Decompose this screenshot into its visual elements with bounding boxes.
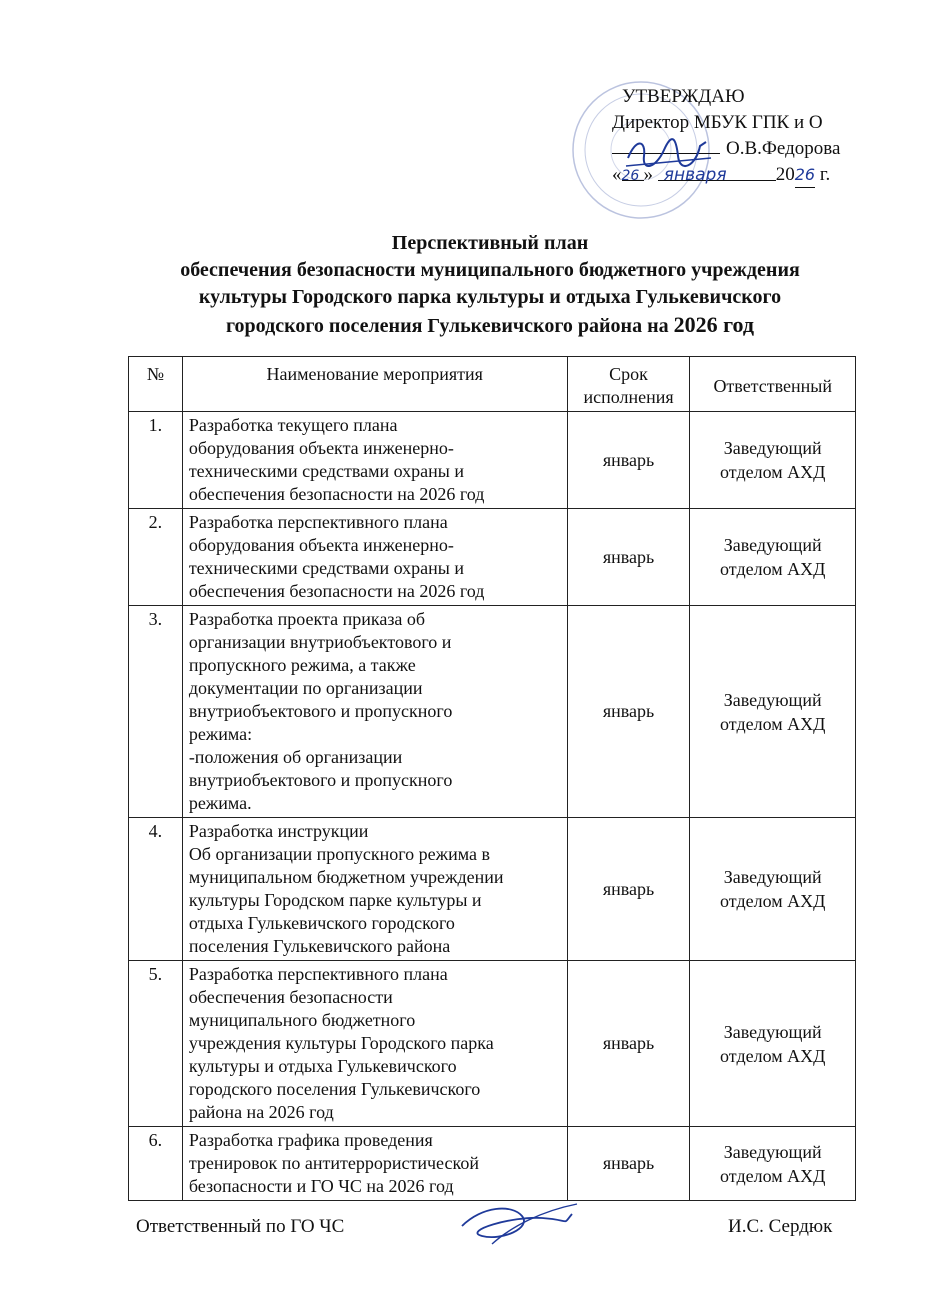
header-number: № — [129, 357, 183, 412]
activity-line: учреждения культуры Городского парка — [188, 1033, 494, 1053]
row-responsible — [690, 509, 856, 606]
header-responsible: Ответственный — [690, 357, 856, 412]
table-row — [129, 606, 856, 818]
row-term: январь — [567, 961, 690, 1127]
row-responsible — [690, 1127, 856, 1201]
footer-role: Ответственный по ГО ЧС — [136, 1216, 345, 1237]
row-activity — [182, 961, 567, 1127]
title-line-2: обеспечения безопасности муниципального бюджетного учреждения — [180, 259, 800, 281]
row-responsible — [690, 818, 856, 961]
row-activity — [182, 1127, 567, 1201]
activity-line: Разработка текущего плана — [188, 415, 398, 435]
activity-line: техническими средствами охраны и — [188, 461, 465, 481]
header-name: Наименование мероприятия — [182, 357, 567, 412]
activity-line: культуры и отдыха Гулькевичского — [188, 1056, 457, 1076]
activity-line: обеспечения безопасности на 2026 год — [188, 484, 485, 504]
title-line-1: Перспективный план — [391, 232, 589, 254]
activity-line: режима. — [188, 793, 252, 813]
row-term: январь — [567, 1127, 690, 1201]
row-term: январь — [567, 509, 690, 606]
responsible-text: Заведующий отделом АХД — [720, 867, 826, 911]
activity-line: Об организации пропускного режима в — [188, 844, 490, 864]
row-activity — [182, 818, 567, 961]
responsible-text: Заведующий отделом АХД — [720, 1021, 826, 1066]
title-line-4: городского поселения Гулькевичского района на — [225, 315, 669, 337]
document-title — [120, 230, 860, 340]
activity-line: поселения Гулькевичского района — [188, 936, 451, 956]
activity-line: режима: — [188, 724, 253, 744]
approval-date-month: января — [663, 164, 727, 185]
title-year: 2026 год — [673, 312, 755, 337]
activity-line: Разработка перспективного плана — [188, 512, 448, 532]
row-number: 6. — [129, 1127, 183, 1201]
row-responsible — [690, 606, 856, 818]
activity-line: безопасности и ГО ЧС на 2026 год — [188, 1176, 454, 1196]
table-row — [129, 818, 856, 961]
activity-line: муниципального бюджетного — [188, 1010, 416, 1030]
activity-line: Разработка проекта приказа об — [188, 609, 426, 629]
director-signature — [616, 128, 726, 183]
approval-year-prefix: 20 — [775, 163, 795, 185]
title-line-3: культуры Городского парка культуры и отдыха Гулькевичского — [198, 286, 782, 308]
responsible-text: Заведующий отделом АХД — [720, 1141, 826, 1186]
row-term: январь — [567, 606, 690, 818]
activity-line: района на 2026 год — [188, 1102, 334, 1122]
activity-line: внутриобъектового и пропускного — [188, 701, 453, 721]
row-term: январь — [567, 412, 690, 509]
table-row — [129, 961, 856, 1127]
approval-date-day: 26 — [621, 167, 640, 184]
activity-line: оборудования объекта инженерно- — [188, 535, 454, 555]
activity-line: Разработка инструкции — [188, 821, 369, 841]
activity-line: отдыха Гулькевичского городского — [188, 913, 455, 933]
activity-line: культуры Городском парке культуры и — [188, 890, 482, 910]
row-term: январь — [567, 818, 690, 961]
table-header-row — [129, 357, 856, 412]
table-row — [129, 412, 856, 509]
row-activity — [182, 509, 567, 606]
activity-line: Разработка графика проведения — [188, 1130, 433, 1150]
table-row — [129, 509, 856, 606]
activity-line: пропускного режима, а также — [188, 655, 416, 675]
activity-line: внутриобъектового и пропускного — [188, 770, 453, 790]
activity-line: документации по организации — [188, 678, 423, 698]
activity-line: Разработка перспективного плана — [188, 964, 448, 984]
header-term: Срок исполнения — [567, 357, 690, 412]
activity-line: обеспечения безопасности на 2026 год — [188, 581, 485, 601]
activity-line: городского поселения Гулькевичского — [188, 1079, 481, 1099]
approval-year-suffix: 26 — [795, 162, 815, 189]
approval-name: О.В.Федорова — [726, 138, 841, 159]
activity-line: организации внутриобъектового и — [188, 632, 452, 652]
activity-line: обеспечения безопасности — [188, 987, 393, 1007]
responsible-text: Заведующий отделом АХД — [720, 689, 826, 734]
table-row — [129, 1127, 856, 1201]
approval-heading: УТВЕРЖДАЮ — [622, 86, 745, 107]
row-number: 2. — [129, 509, 183, 606]
row-number: 1. — [129, 412, 183, 509]
row-number: 3. — [129, 606, 183, 818]
row-number: 4. — [129, 818, 183, 961]
responsible-text: Заведующий отделом АХД — [720, 438, 826, 482]
activity-line: оборудования объекта инженерно- — [188, 438, 454, 458]
row-responsible — [690, 412, 856, 509]
approval-position: Директор МБУК ГПК и О — [612, 111, 823, 133]
row-number: 5. — [129, 961, 183, 1127]
activity-line: техническими средствами охраны и — [188, 558, 465, 578]
activity-line: тренировок по антитеррористической — [188, 1153, 479, 1173]
plan-table — [128, 356, 856, 1201]
row-activity — [182, 412, 567, 509]
row-responsible — [690, 961, 856, 1127]
approval-date: «26 » января 2026 г. — [612, 162, 912, 189]
row-activity — [182, 606, 567, 818]
table-body — [129, 412, 856, 1201]
activity-line: -положения об организации — [188, 747, 403, 767]
activity-line: муниципальном бюджетном учреждении — [188, 867, 504, 887]
responsible-signature — [452, 1196, 582, 1256]
footer-name: И.С. Сердюк — [728, 1216, 833, 1237]
responsible-text: Заведующий отделом АХД — [720, 535, 826, 579]
